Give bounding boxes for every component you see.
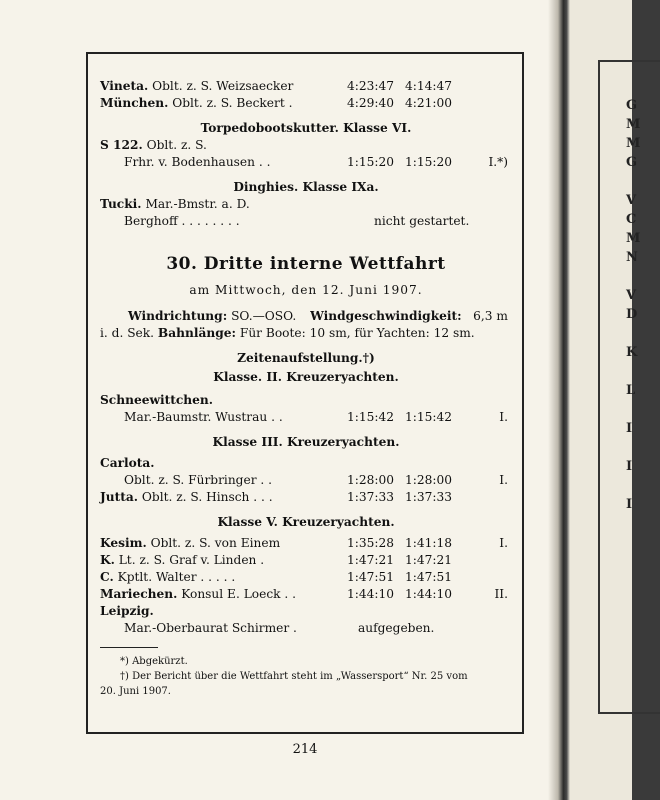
time-2: 1:15:42 [405, 410, 452, 424]
right-page-letter [626, 438, 640, 457]
right-page-text [566, 0, 641, 800]
rank: I.*) [488, 155, 508, 169]
result-row [100, 552, 512, 569]
right-page-letter: V [626, 288, 637, 303]
result-row [100, 455, 512, 472]
right-page-letter: M [626, 117, 641, 132]
footnote-1: *) Abgekürzt. [120, 656, 188, 667]
right-page-letter: C [626, 212, 637, 227]
course-line [100, 325, 512, 342]
speed-unit: i. d. Sek. [100, 326, 155, 340]
crew: Mar.-Bmstr. a. D. [145, 197, 250, 211]
right-page-letter: G [626, 155, 638, 170]
time-1: 1:37:33 [347, 490, 394, 504]
times-header: Zeitenaufstellung.†) [237, 351, 375, 365]
time-2: 1:41:18 [405, 536, 452, 550]
time-2: 1:47:21 [405, 553, 452, 567]
right-page-letter: I [626, 459, 633, 474]
right-page-letter [626, 267, 640, 286]
right-page-letter: I [626, 421, 633, 436]
result-row [100, 95, 512, 112]
class-header: Klasse III. Kreuzeryachten. [212, 435, 400, 449]
right-page-letter: M [626, 231, 641, 246]
class-header: Dinghies. Klasse IXa. [233, 180, 379, 194]
class-header: Torpedobootskutter. Klasse VI. [200, 121, 412, 135]
time-2: 1:15:20 [405, 155, 452, 169]
right-page-letter [626, 324, 640, 343]
result-row [100, 137, 512, 154]
footnote-2-cont: 20. Juni 1907. [100, 686, 171, 697]
result-row [100, 392, 512, 409]
time-1: 1:44:10 [347, 587, 394, 601]
result-row [100, 409, 512, 426]
boat-name: Schneewittchen. [100, 393, 213, 407]
wind-value: SO.—OSO. [231, 309, 297, 323]
rank: I. [499, 473, 508, 487]
time-2: 1:37:33 [405, 490, 452, 504]
course-label: Bahnlänge: [157, 326, 236, 340]
crew: Oblt. z. S. [146, 138, 207, 152]
time-1: 1:35:28 [347, 536, 394, 550]
time-2: 1:28:00 [405, 473, 452, 487]
boat-name: München. [100, 96, 169, 110]
boat-name: Mariechen. [100, 587, 178, 601]
crew: Oblt. z. S. von Einem [150, 536, 281, 550]
time-1: 4:23:47 [347, 79, 394, 93]
crew: Lt. z. S. Graf v. Linden . [118, 553, 265, 567]
page-content [100, 78, 512, 699]
right-page-letter: M [626, 136, 641, 151]
result-row [100, 535, 512, 552]
result-row [100, 154, 512, 171]
right-page-letter [626, 362, 640, 381]
crew: Mar.-Baumstr. Wustrau . . [124, 410, 283, 424]
time-1: 1:47:51 [347, 570, 394, 584]
page-number: 214 [292, 742, 318, 757]
rank: I. [499, 410, 508, 424]
time-1: 1:15:42 [347, 410, 394, 424]
rank: II. [494, 587, 508, 601]
crew: Berghoff . . . . . . . . [124, 214, 240, 228]
boat-name: Jutta. [100, 490, 139, 504]
right-page-letter [626, 476, 640, 495]
boat-name: S 122. [100, 138, 143, 152]
boat-name: Carlota. [100, 456, 155, 470]
race-date: am Mittwoch, den 12. Juni 1907. [189, 283, 423, 297]
boat-name: Kesim. [100, 536, 147, 550]
footnote-2: †) Der Bericht über die Wettfahrt steht im „Wassersport“ Nr. 25 vom [120, 671, 468, 682]
time-2: 1:44:10 [405, 587, 452, 601]
boat-name: Vineta. [100, 79, 149, 93]
boat-name: K. [100, 553, 115, 567]
right-page-letter: V [626, 193, 637, 208]
crew: Oblt. z. S. Fürbringer . . [124, 473, 273, 487]
boat-name: C. [100, 570, 114, 584]
result-row [100, 489, 512, 506]
right-page-letter [626, 400, 640, 419]
speed-label: Windgeschwindigkeit: [310, 309, 462, 323]
right-page-letters [626, 96, 640, 514]
status-text: aufgegeben. [358, 621, 435, 635]
time-1: 4:29:40 [347, 96, 394, 110]
right-page-letter: D [626, 307, 638, 322]
class-header: Klasse. II. Kreuzeryachten. [213, 370, 399, 384]
footnote-rule [100, 647, 158, 648]
course-value: Für Boote: 10 sm, für Yachten: 12 sm. [239, 326, 475, 340]
right-page-letter: L [626, 383, 636, 398]
crew: Kptlt. Walter . . . . . [117, 570, 236, 584]
wind-line [100, 308, 512, 325]
boat-name: Leipzig. [100, 604, 154, 618]
rank: I. [499, 536, 508, 550]
right-page-letter: K [626, 345, 638, 360]
right-page-letter: I [626, 497, 633, 512]
result-row [100, 603, 512, 620]
race-title: 30. Dritte interne Wettfahrt [166, 254, 446, 274]
time-2: 4:21:00 [405, 96, 452, 110]
time-2: 1:47:51 [405, 570, 452, 584]
crew: Oblt. z. S. Hinsch . . . [141, 490, 273, 504]
class-header: Klasse V. Kreuzeryachten. [217, 515, 395, 529]
crew: Konsul E. Loeck . . [181, 587, 297, 601]
result-row [100, 472, 512, 489]
status-text: nicht gestartet. [374, 214, 470, 228]
boat-name: Tucki. [100, 197, 142, 211]
right-page-letter: N [626, 250, 638, 265]
result-row [100, 196, 512, 213]
time-1: 1:28:00 [347, 473, 394, 487]
time-1: 1:15:20 [347, 155, 394, 169]
time-2: 4:14:47 [405, 79, 452, 93]
result-row [100, 586, 512, 603]
right-page-letter: G [626, 98, 638, 113]
result-row [100, 569, 512, 586]
crew: Mar.-Oberbaurat Schirmer . [124, 621, 297, 635]
result-row [100, 620, 512, 637]
time-1: 1:47:21 [347, 553, 394, 567]
wind-label: Windrichtung: [128, 309, 228, 323]
result-row [100, 213, 512, 230]
crew: Oblt. z. S. Weizsaecker [152, 79, 294, 93]
result-row [100, 78, 512, 95]
crew: Frhr. v. Bodenhausen . . [124, 155, 271, 169]
right-page-letter [626, 172, 640, 191]
speed-value: 6,3 m [473, 309, 508, 323]
crew: Oblt. z. S. Beckert . [172, 96, 293, 110]
